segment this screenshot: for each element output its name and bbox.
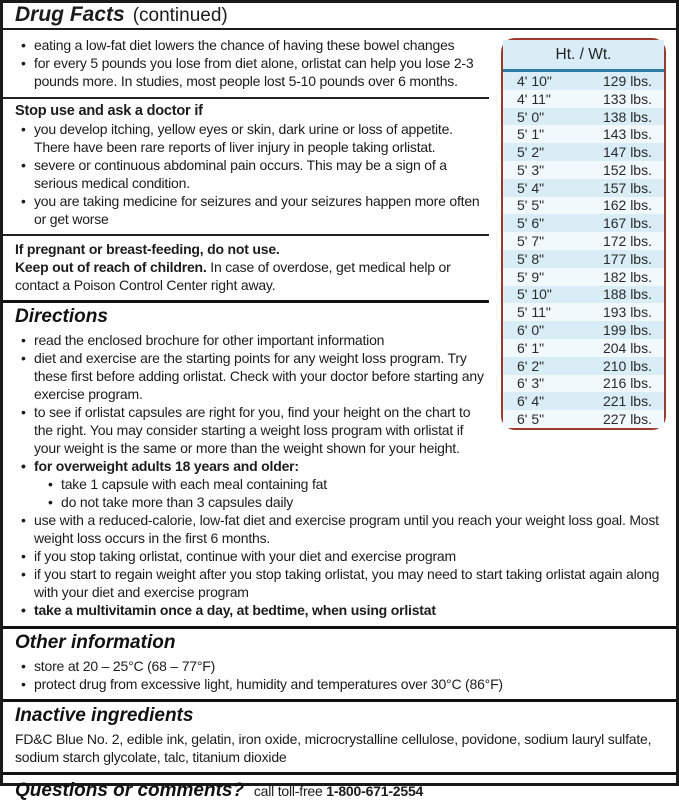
bowel-bullet-list <box>15 36 664 90</box>
bullet-item: • read the enclosed brochure for other important information <box>21 331 664 349</box>
height-value: 6' 2" <box>517 357 545 374</box>
continued-label: (continued) <box>132 5 228 26</box>
weight-value: 188 lbs. <box>602 286 652 303</box>
height-value: 5' 4" <box>517 179 545 196</box>
stop-use-bullet-list <box>15 120 664 228</box>
weight-value: 138 lbs. <box>602 108 652 125</box>
htwt-row <box>503 250 664 268</box>
label-body <box>3 30 676 811</box>
weight-value: 210 lbs. <box>602 357 652 374</box>
weight-value: 216 lbs. <box>602 375 652 392</box>
other-information-list <box>15 657 664 693</box>
bullet-item: • to see if orlistat capsules are right for you, find your height on the chart to the right. You may consider starting a weight loss program with orlistat if your weight is the same or more than the weight shown for your height. <box>21 403 664 457</box>
htwt-table-header: Ht. / Wt. <box>503 40 664 72</box>
bullet-item: • if you stop taking orlistat, continue with your diet and exercise program <box>21 547 664 565</box>
bullet-item: • if you start to regain weight after you stop taking orlistat, you may need to start taking orlistat again along with your diet and exercise program <box>21 565 664 601</box>
toll-free-text: call toll-free <box>253 783 323 799</box>
weight-value: 199 lbs. <box>602 322 652 339</box>
bullet-item: • you develop itching, yellow eyes or skin, dark urine or loss of appetite. There have been rare reports of liver injury in people taking orlistat. <box>21 120 664 156</box>
directions-bullet-list <box>15 331 664 619</box>
section-other-information <box>3 626 676 699</box>
htwt-row <box>503 303 664 321</box>
inactive-ingredients-text: FD&C Blue No. 2, edible ink, gelatin, iron oxide, microcrystalline cellulose, povidone, sodium lauryl sulfate, sodium starch glycolate, talc, titanium dioxide <box>15 731 652 765</box>
height-value: 5' 0" <box>517 108 545 125</box>
height-value: 5' 8" <box>517 250 545 267</box>
height-value: 5' 2" <box>517 144 545 161</box>
weight-value: 172 lbs. <box>602 233 652 250</box>
height-value: 5' 1" <box>517 126 545 143</box>
bullet-item: • use with a reduced-calorie, low-fat diet and exercise program until you reach your weight loss goal. Most weight loss occurs in the first 6 months. <box>21 511 664 547</box>
stop-use-heading: Stop use and ask a doctor if <box>15 103 203 119</box>
directions-heading: Directions <box>15 306 108 327</box>
weight-value: 177 lbs. <box>602 250 652 267</box>
weight-value: 143 lbs. <box>602 126 652 143</box>
bullet-item: • for every 5 pounds you lose from diet alone, orlistat can help you lose 2-3 pounds more. In studies, most people lost 5-10 pounds over 6 months. <box>21 54 664 90</box>
sub-bullet-item: • do not take more than 3 capsules daily <box>48 493 664 511</box>
bullet-item: • diet and exercise are the starting points for any weight loss program. Try these first before adding orlistat. Check with your doctor before starting any exercise program. <box>21 349 664 403</box>
height-value: 5' 7" <box>517 233 545 250</box>
weight-value: 167 lbs. <box>602 215 652 232</box>
height-value: 6' 1" <box>517 339 545 356</box>
pregnancy-warning: If pregnant or breast-feeding, do not use. <box>15 241 280 257</box>
questions-heading: Questions or comments? <box>15 780 245 801</box>
height-value: 5' 3" <box>517 161 545 178</box>
height-value: 6' 4" <box>517 393 545 410</box>
phone-number: 1-800-671-2554 <box>326 783 424 799</box>
section-directions <box>3 300 676 626</box>
htwt-row <box>503 90 664 108</box>
other-information-heading: Other information <box>15 632 176 653</box>
bullet-item: • eating a low-fat diet lowers the chance of having these bowel changes <box>21 36 664 54</box>
height-value: 5' 10" <box>517 286 552 303</box>
page-title <box>3 3 676 30</box>
height-value: 6' 3" <box>517 375 545 392</box>
dosage-heading: for overweight adults 18 years and older: <box>34 458 299 474</box>
height-value: 5' 6" <box>517 215 545 232</box>
height-value: 5' 9" <box>517 268 545 285</box>
height-value: 5' 5" <box>517 197 545 214</box>
htwt-row <box>503 268 664 286</box>
weight-value: 204 lbs. <box>602 339 652 356</box>
section-bowel-changes <box>3 30 676 97</box>
section-questions <box>3 772 676 811</box>
weight-value: 133 lbs. <box>602 90 652 107</box>
weight-value: 152 lbs. <box>602 161 652 178</box>
weight-value: 162 lbs. <box>602 197 652 214</box>
bullet-item: • store at 20 – 25°C (68 – 77°F) <box>21 657 664 675</box>
section-inactive-ingredients <box>3 699 676 772</box>
bullet-item: • you are taking medicine for seizures and your seizures happen more often or get worse <box>21 192 664 228</box>
htwt-row <box>503 232 664 250</box>
height-value: 5' 11" <box>517 304 551 321</box>
dosage-sub-list <box>34 475 664 511</box>
bullet-item: • protect drug from excessive light, humidity and temperatures over 30°C (86°F) <box>21 675 664 693</box>
weight-value: 193 lbs. <box>602 304 652 321</box>
height-value: 4' 10" <box>517 72 552 89</box>
weight-value: 129 lbs. <box>602 72 652 89</box>
height-value: 4' 11" <box>517 90 551 107</box>
sub-bullet-item: • take 1 capsule with each meal containing fat <box>48 475 664 493</box>
bullet-item-dosage <box>21 457 664 511</box>
weight-value: 157 lbs. <box>602 179 652 196</box>
weight-value: 221 lbs. <box>602 393 652 410</box>
bullet-item: • severe or continuous abdominal pain occurs. This may be a sign of a serious medical condition. <box>21 156 664 192</box>
keep-out-bold: Keep out of reach of children. <box>15 259 207 275</box>
height-value: 6' 5" <box>517 411 545 428</box>
drug-facts-title: Drug Facts <box>15 3 125 26</box>
keep-out-rest: In case of overdose, get medical help or contact a Poison Control Center right away. <box>15 259 451 293</box>
inactive-ingredients-heading: Inactive ingredients <box>15 705 194 726</box>
weight-value: 182 lbs. <box>602 268 652 285</box>
htwt-row <box>503 286 664 304</box>
bullet-item-multivitamin: • take a multivitamin once a day, at bedtime, when using orlistat <box>21 601 664 619</box>
weight-value: 147 lbs. <box>602 144 652 161</box>
weight-value: 227 lbs. <box>602 411 652 428</box>
height-value: 6' 0" <box>517 322 545 339</box>
